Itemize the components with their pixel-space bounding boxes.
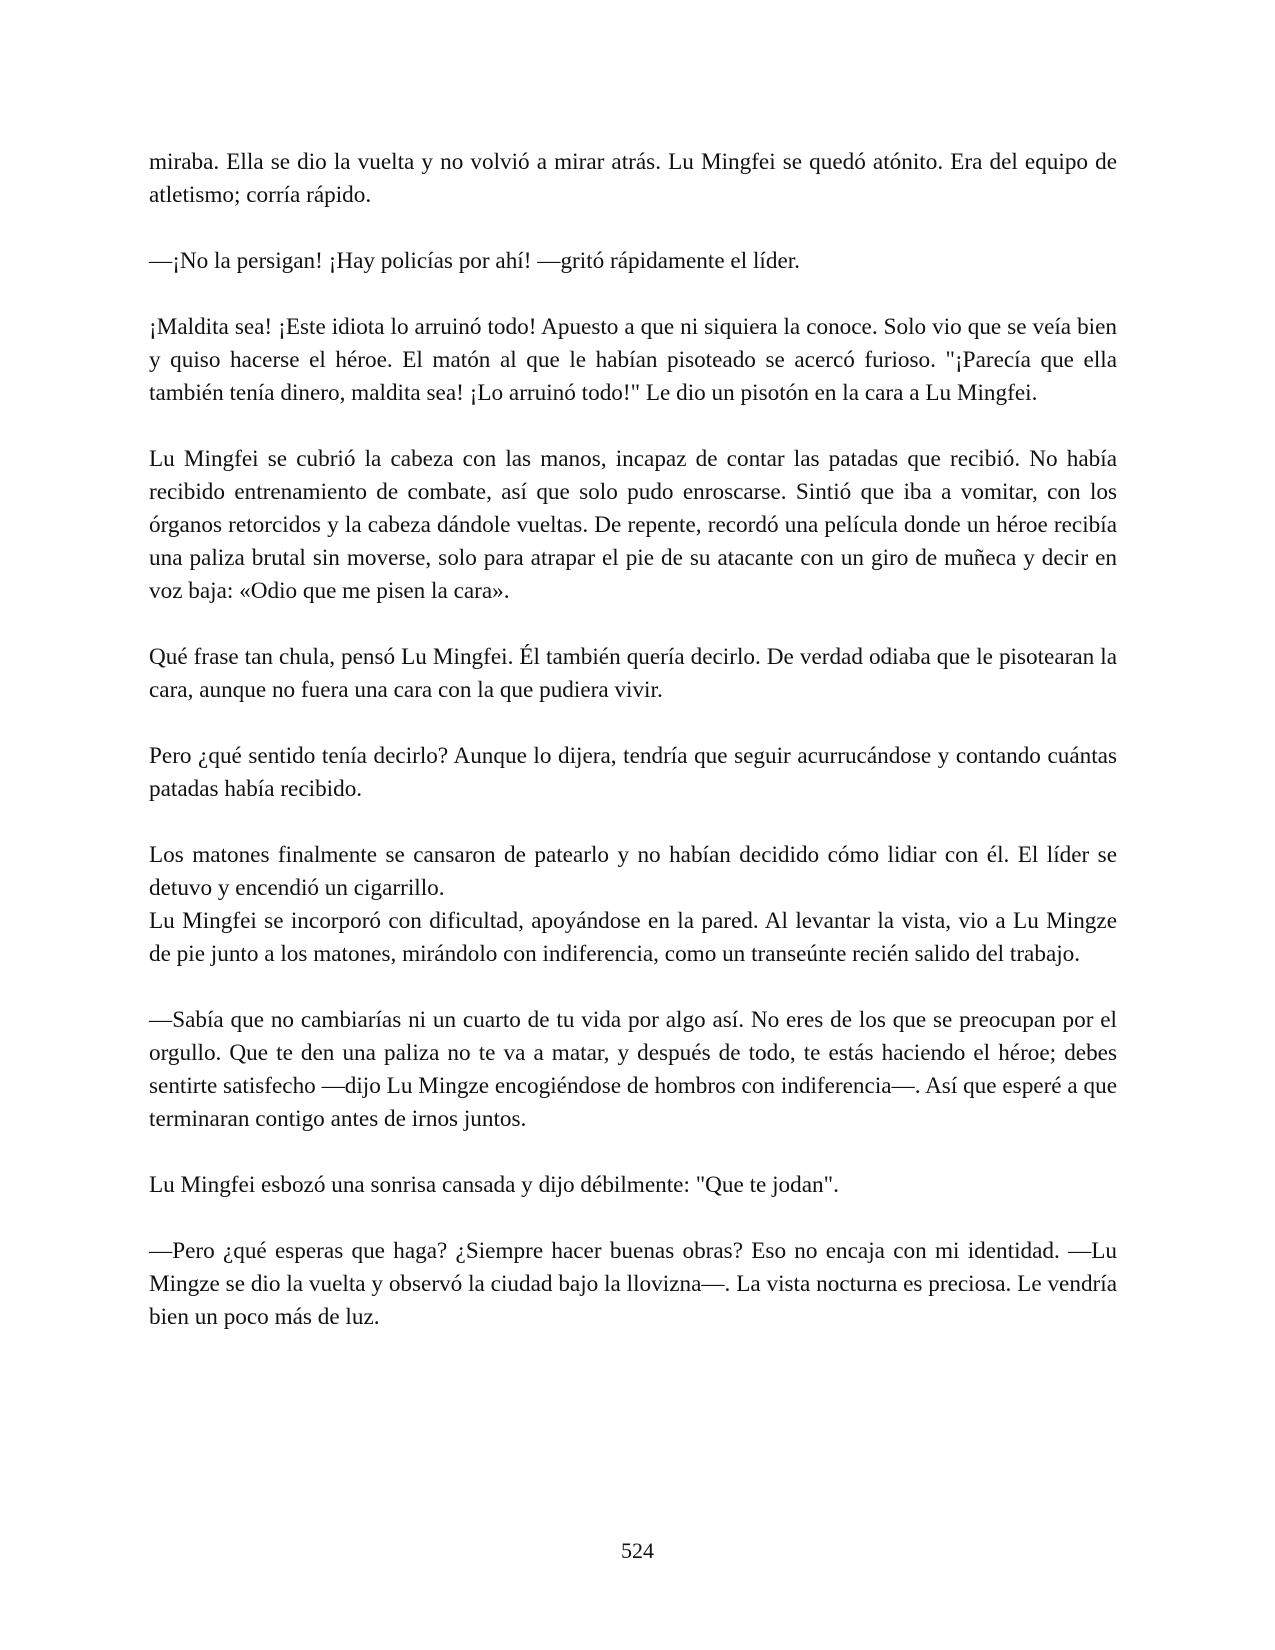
paragraph: miraba. Ella se dio la vuelta y no volvió a mirar atrás. Lu Mingfei se quedó atónito. Era del equipo de atletismo; corría rápido. bbox=[149, 149, 1117, 208]
paragraph: —Sabía que no cambiarías ni un cuarto de tu vida por algo así. No eres de los que se preocupan por el orgullo. Que te den una paliza no te va a matar, y después de todo, te estás haciendo el héroe; debes sentirte satisfecho —dijo Lu Mingze encogiéndose de hombros con indiferencia—. Así que esperé a que terminaran contigo antes de irnos juntos. bbox=[149, 1007, 1117, 1132]
paragraph: Los matones finalmente se cansaron de patearlo y no habían decidido cómo lidiar con él. El líder se detuvo y encendió un cigarrillo. bbox=[149, 842, 1117, 901]
paragraph: Lu Mingfei se cubrió la cabeza con las manos, incapaz de contar las patadas que recibió. No había recibido entrenamiento de combate, así que solo pudo enroscarse. Sintió que iba a vomitar, con los órganos retorcidos y la cabeza dándole vueltas. De repente, recordó una película donde un héroe recibía una paliza brutal sin moverse, solo para atrapar el pie de su atacante con un giro de muñeca y decir en voz baja: «Odio que me pisen la cara». bbox=[149, 446, 1117, 604]
page-number: 524 bbox=[621, 1538, 654, 1563]
paragraph: —Pero ¿qué esperas que haga? ¿Siempre hacer buenas obras? Eso no encaja con mi identidad. —Lu Mingze se dio la vuelta y observó la ciudad bajo la llovizna—. La vista nocturna es preciosa. Le vendría bien un poco más de luz. bbox=[149, 1238, 1117, 1330]
paragraph: Qué frase tan chula, pensó Lu Mingfei. Él también quería decirlo. De verdad odiaba que le pisotearan la cara, aunque no fuera una cara con la que pudiera vivir. bbox=[149, 644, 1117, 703]
paragraph: Pero ¿qué sentido tenía decirlo? Aunque lo dijera, tendría que seguir acurrucándose y contando cuántas patadas había recibido. bbox=[149, 743, 1117, 802]
paragraph: ¡Maldita sea! ¡Este idiota lo arruinó todo! Apuesto a que ni siquiera la conoce. Solo vio que se veía bien y quiso hacerse el héroe. El matón al que le habían pisoteado se acercó furioso. "¡Parecía que ella también tenía dinero, maldita sea! ¡Lo arruinó todo!" Le dio un pisotón en la cara a Lu Mingfei. bbox=[149, 314, 1117, 406]
paragraph: Lu Mingfei esbozó una sonrisa cansada y dijo débilmente: "Que te jodan". bbox=[149, 1172, 839, 1198]
paragraph: Lu Mingfei se incorporó con dificultad, apoyándose en la pared. Al levantar la vista, vio a Lu Mingze de pie junto a los matones, mirándolo con indiferencia, como un transeúnte recién salido del trabajo. bbox=[149, 908, 1117, 967]
paragraph: —¡No la persigan! ¡Hay policías por ahí! —gritó rápidamente el líder. bbox=[149, 248, 800, 274]
body-text bbox=[149, 146, 1117, 1367]
